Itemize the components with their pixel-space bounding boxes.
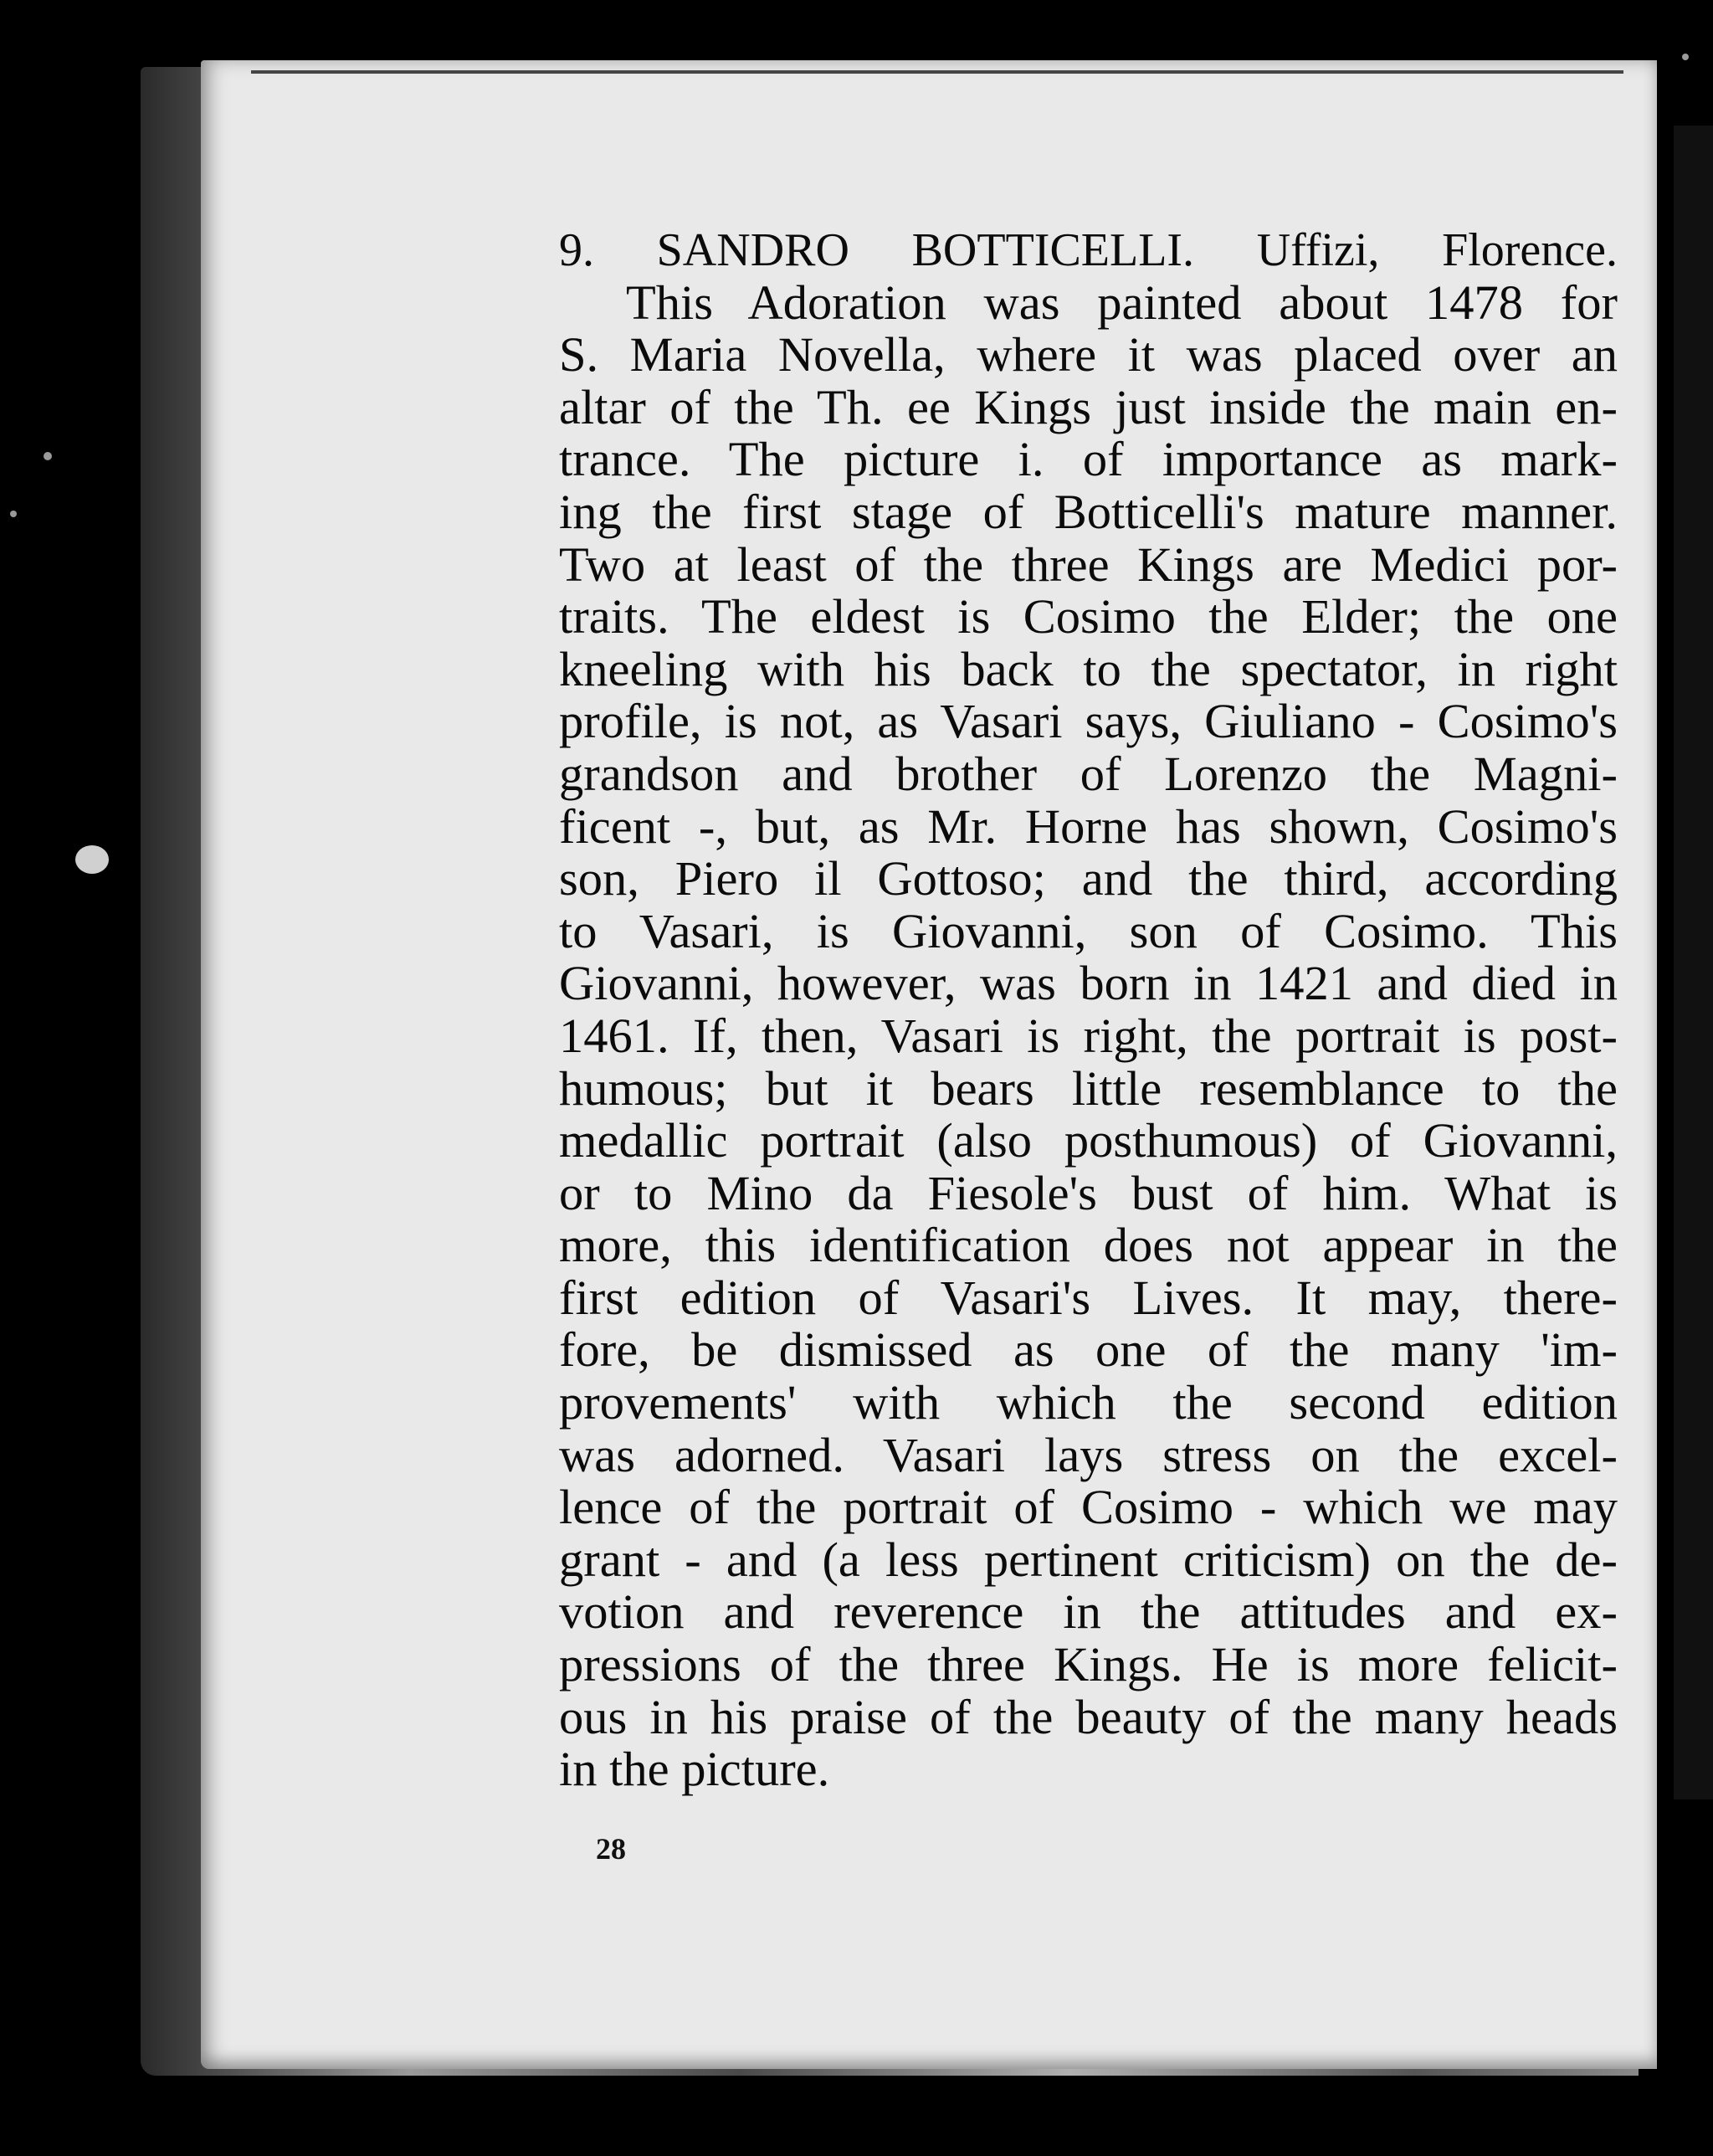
text-line: traits. The eldest is Cosimo the Elder; the one — [559, 589, 1618, 644]
text-line: profile, is not, as Vasari says, Giuliano - Cosimo's — [559, 694, 1618, 749]
text-line: kneeling with his back to the spectator, in right — [559, 641, 1618, 696]
text-line: Giovanni, however, was born in 1421 and died in — [559, 956, 1618, 1011]
page-number: 28 — [596, 1832, 626, 1866]
dust-speck — [44, 452, 52, 460]
entry-heading: 9. SANDRO BOTTICELLI. Uffizi, Florence. — [559, 224, 1618, 276]
text-line: provements' with which the second edition — [559, 1375, 1618, 1430]
dust-speck — [75, 845, 109, 874]
page-top-edge — [251, 70, 1623, 74]
text-line: fore, be dismissed as one of the many 'im- — [559, 1322, 1618, 1378]
text-line: lence of the portrait of Cosimo - which we may — [559, 1480, 1618, 1535]
text-line: was adorned. Vasari lays stress on the excel- — [559, 1427, 1618, 1482]
text-line: medallic portrait (also posthumous) of Giovanni, — [559, 1113, 1618, 1168]
text-line: ous in his praise of the beauty of the many heads — [559, 1689, 1618, 1744]
binding-shadow — [1674, 126, 1713, 1799]
text-line: grandson and brother of Lorenzo the Magni- — [559, 746, 1618, 801]
text-line: ficent -, but, as Mr. Horne has shown, Cosimo's — [559, 798, 1618, 854]
text-line: humous; but it bears little resemblance to the — [559, 1060, 1618, 1116]
dust-speck — [1682, 54, 1689, 60]
text-line: pressions of the three Kings. He is more felicit- — [559, 1637, 1618, 1692]
text-line: S. Maria Novella, where it was placed over an — [559, 327, 1618, 382]
text-line: or to Mino da Fiesole's bust of him. What is — [559, 1165, 1618, 1220]
text-line: ing the first stage of Botticelli's mature manner. — [559, 484, 1618, 539]
dust-speck — [10, 511, 17, 517]
text-line: in the picture. — [559, 1742, 830, 1797]
text-line: son, Piero il Gottoso; and the third, according — [559, 851, 1618, 906]
text-line: first edition of Vasari's Lives. It may, there- — [559, 1270, 1618, 1325]
text-line: more, this identification does not appear in the — [559, 1218, 1618, 1273]
text-line: 1461. If, then, Vasari is right, the portrait is post- — [559, 1008, 1618, 1063]
text-line: Two at least of the three Kings are Medici por- — [559, 536, 1618, 592]
text-line: This Adoration was painted about 1478 for — [626, 275, 1618, 330]
text-line: to Vasari, is Giovanni, son of Cosimo. This — [559, 903, 1618, 958]
text-line: trance. The picture i. of importance as mark- — [559, 432, 1618, 487]
text-line: grant - and (a less pertinent criticism) on the de- — [559, 1532, 1618, 1587]
text-line: votion and reverence in the attitudes and ex- — [559, 1584, 1618, 1640]
body-text — [559, 224, 1618, 1796]
text-line: altar of the Th. ee Kings just inside the main en- — [559, 379, 1618, 434]
